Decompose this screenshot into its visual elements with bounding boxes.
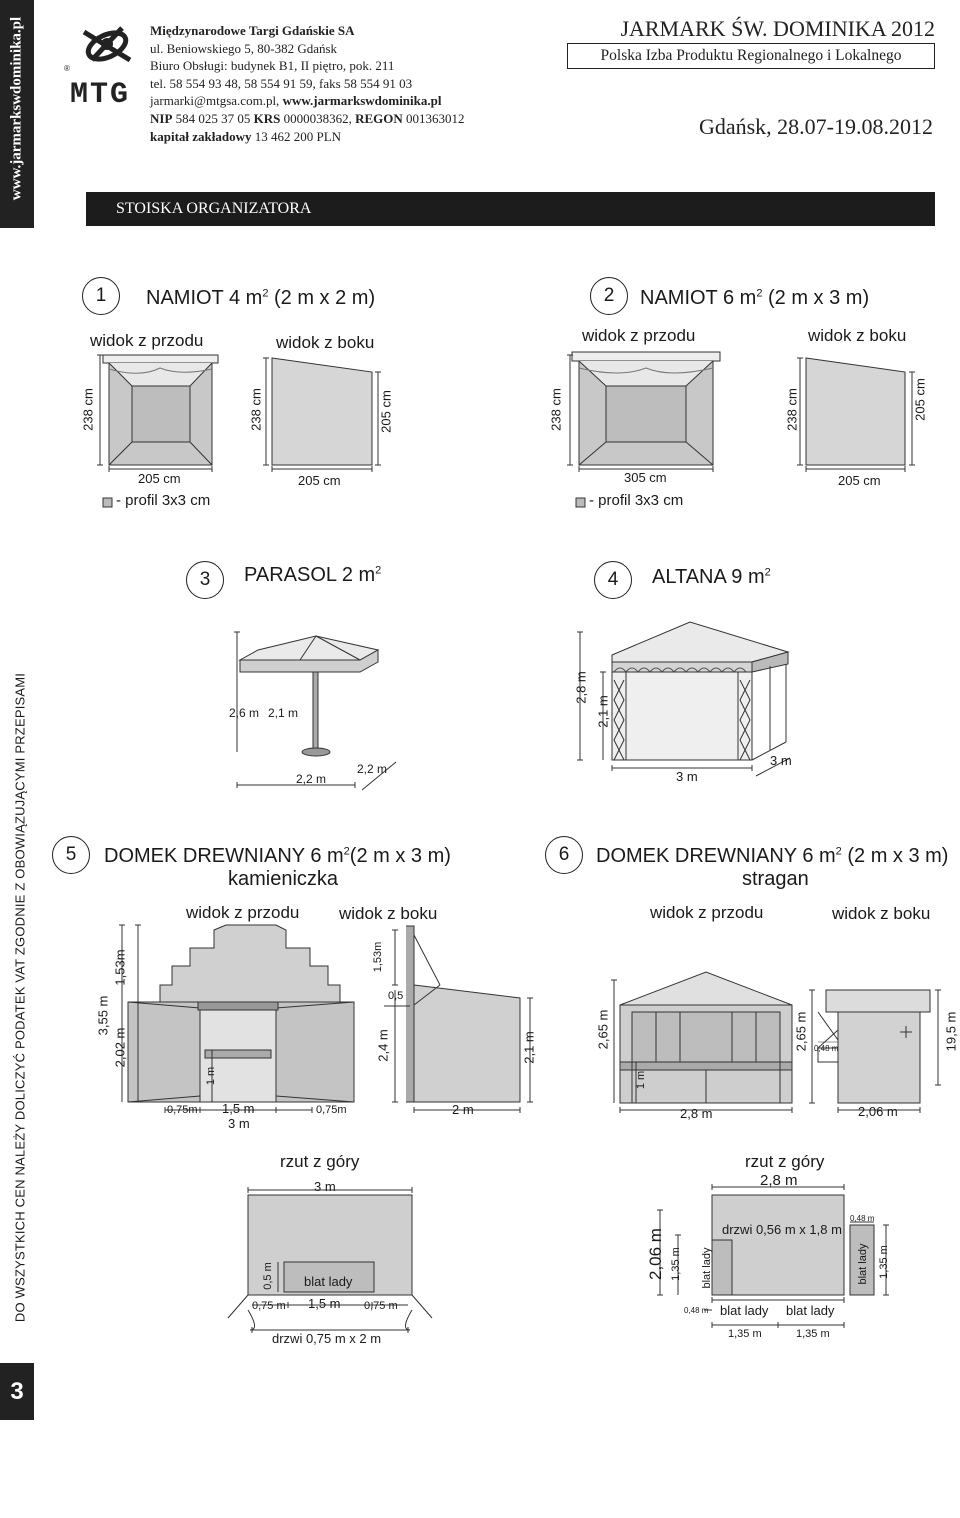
house5-width: 3 m xyxy=(228,1116,250,1131)
house6-bottom-left: 1,35 m xyxy=(728,1328,762,1340)
parasol-depth: 2,2 m xyxy=(357,762,388,776)
house5-front-drawing xyxy=(119,925,354,1113)
item-1-front-width: 205 cm xyxy=(138,471,181,486)
event-title: JARMARK ŚW. DOMINIKA 2012 xyxy=(620,16,935,41)
gazebo-width: 3 m xyxy=(676,769,698,784)
organizer-office: Biuro Obsługi: budynek B1, II piętro, pok. 211 xyxy=(150,58,395,74)
organizer-address: ul. Beniowskiego 5, 80-382 Gdańsk xyxy=(150,40,338,56)
item-6-title: DOMEK DREWNIANY 6 $m^2$ (2 m x 3 m) xyxy=(596,845,949,867)
house6-top-counter-right: blat lady xyxy=(857,1243,869,1285)
house5-side-awning: 0,5 xyxy=(388,990,404,1002)
sidebar-website: www.jarmarkswdominika.pl xyxy=(8,16,25,201)
house5-top-middle: 1,5 m xyxy=(308,1296,341,1311)
house5-side-back-height: 2,1 m xyxy=(521,1031,537,1064)
house5-top-height: 1,53m xyxy=(112,949,128,986)
organizer-phone: tel. 58 554 93 48, 58 554 91 59, faks 58 554 91 03 xyxy=(150,75,413,91)
house6-top-counter-bottom-right: blat lady xyxy=(786,1303,835,1318)
logo-text: MTG xyxy=(70,78,131,112)
item-6-subtitle: stragan xyxy=(742,868,809,890)
item-1-front-label: widok z przodu xyxy=(90,331,204,350)
item-2-side-height-back: 205 cm xyxy=(912,378,928,421)
item-2-side-height: 238 cm xyxy=(784,388,800,431)
item-1-side-height-back: 205 cm xyxy=(378,390,394,433)
item-2-legend: - profil 3x3 cm xyxy=(589,492,684,509)
house6-top-left-height: 1,35 m xyxy=(670,1247,682,1281)
regon-label: REGON xyxy=(355,110,403,126)
house5-wall-height: 2,02 m xyxy=(112,1027,128,1068)
organizer-email[interactable]: jarmarki@mtgsa.com.pl, xyxy=(150,93,283,109)
house5-side-front-height: 2,4 m xyxy=(375,1029,391,1062)
item-6-front-label: widok z przodu xyxy=(650,903,764,922)
house5-total-height: 3,55 m xyxy=(95,995,111,1036)
krs-label: KRS xyxy=(253,110,281,126)
item-4-title: ALTANA 9 $m^2$ xyxy=(652,566,771,588)
house5-top-counter: blat lady xyxy=(304,1274,353,1289)
item-3-number: 3 xyxy=(186,561,224,599)
item-2-front-label: widok z przodu xyxy=(582,326,696,345)
item-1-side-width: 205 cm xyxy=(298,473,341,488)
parasol-height-2: 2,1 m xyxy=(268,706,299,720)
tent2-side-drawing xyxy=(797,358,915,472)
house5-side-drawing xyxy=(384,926,533,1113)
house5-top-width: 3 m xyxy=(314,1179,336,1194)
item-2-side-width: 205 cm xyxy=(838,473,881,488)
house5-top-left: 0,75 m xyxy=(252,1300,286,1312)
house5-top-counter-depth: 0,5 m xyxy=(262,1262,274,1290)
item-3-title: PARASOL 2 $m^2$ xyxy=(244,564,382,586)
item-5-front-label: widok z przodu xyxy=(186,903,300,922)
gazebo-depth: 3 m xyxy=(770,753,792,768)
parasol-height-1: 2,6 m xyxy=(229,706,260,720)
capital-label: kapitał zakładowy xyxy=(150,128,252,144)
item-2-title: NAMIOT 6 $m^2$ (2 m x 3 m) xyxy=(640,287,870,309)
item-2-side-label: widok z boku xyxy=(808,326,907,345)
house5-middle: 1,5 m xyxy=(222,1101,255,1116)
parasol-width: 2,2 m xyxy=(296,772,327,786)
tent1-front-drawing xyxy=(97,355,218,472)
house6-top-counter-bottom-left: blat lady xyxy=(720,1303,769,1318)
house6-door: drzwi 0,56 m x 1,8 m xyxy=(722,1222,842,1237)
house6-top-counter-depth-2: 0,48 m xyxy=(684,1306,709,1315)
item-5-number: 5 xyxy=(52,836,90,874)
section-title: STOISKA ORGANIZATORA xyxy=(116,200,312,217)
house5-door-height: 1 m xyxy=(205,1066,217,1086)
item-1-legend: - profil 3x3 cm xyxy=(116,492,211,509)
house5-top-right: 0,75 m xyxy=(364,1300,398,1312)
item-6-number: 6 xyxy=(545,836,583,874)
item-1-front-height: 238 cm xyxy=(80,388,96,431)
house6-side-width: 2,06 m xyxy=(858,1104,898,1119)
regon-value: 001363012 xyxy=(402,110,465,126)
organizer-web[interactable]: www.jarmarkswdominika.pl xyxy=(282,93,442,109)
item-5-side-label: widok z boku xyxy=(339,904,438,923)
gazebo-height-2: 2,1 m xyxy=(595,695,611,728)
item-6-top-label: rzut z góry xyxy=(745,1152,825,1171)
item-4-number: 4 xyxy=(594,561,632,599)
event-date: Gdańsk, 28.07-19.08.2012 xyxy=(698,114,933,139)
organizer-name: Międzynarodowe Targi Gdańskie SA xyxy=(150,23,355,38)
item-5-subtitle: kamieniczka xyxy=(228,868,339,890)
house5-door: drzwi 0,75 m x 2 m xyxy=(272,1331,382,1346)
house6-bottom-right: 1,35 m xyxy=(796,1328,830,1340)
house5-side-width: 2 m xyxy=(452,1102,474,1117)
nip-label: NIP xyxy=(150,110,173,126)
item-2-number: 2 xyxy=(590,277,628,315)
page-number: 3 xyxy=(0,1363,34,1420)
event-subtitle: Polska Izba Produktu Regionalnego i Lokalnego xyxy=(567,43,935,69)
nip-value: 584 025 37 05 xyxy=(172,110,254,126)
house6-top-counter-depth: 0,48 m xyxy=(850,1214,875,1223)
house6-side-right: 19,5 m xyxy=(943,1011,959,1052)
item-6-side-label: widok z boku xyxy=(832,904,931,923)
house6-top-right-height: 1,35 m xyxy=(878,1245,890,1279)
house5-left: 0,75m xyxy=(167,1104,198,1116)
house6-top-counter-left: blat lady xyxy=(701,1247,713,1289)
item-1-title: NAMIOT 4 $m^2$ (2 m x 2 m) xyxy=(146,287,376,309)
registered-mark: ® xyxy=(64,64,70,73)
house6-side-height: 2,65 m xyxy=(793,1011,809,1052)
house6-front-width: 2,8 m xyxy=(680,1106,713,1121)
house5-side-top: 1,53m xyxy=(372,941,384,973)
tent1-side-drawing xyxy=(263,358,381,472)
house6-side-counter: 0,48 m xyxy=(814,1044,839,1053)
item-1-side-height: 238 cm xyxy=(248,388,264,431)
vat-notice: DO WSZYSTKICH CEN NALEŻY DOLICZYĆ PODATEK VAT ZGODNIE Z OBOWIĄZUJĄCYMI PRZEPISAMI xyxy=(12,672,28,1323)
item-5-title: DOMEK DREWNIANY 6 $m^2(2$ m x 3 m) xyxy=(104,845,451,867)
item-1-number: 1 xyxy=(82,277,120,315)
house6-front-height: 2,65 m xyxy=(595,1009,611,1050)
tent2-front-drawing xyxy=(567,352,720,472)
capital-value: 13 462 200 PLN xyxy=(251,128,342,144)
gazebo-height-1: 2,8 m xyxy=(573,671,589,704)
item-2-front-width: 305 cm xyxy=(624,470,667,485)
item-1-side-label: widok z boku xyxy=(276,333,375,352)
house6-top-depth: 2,06 m xyxy=(646,1228,665,1280)
house6-front-lower: 1 m xyxy=(635,1070,647,1090)
item-2-front-height: 238 cm xyxy=(548,388,564,431)
item-5-top-label: rzut z góry xyxy=(280,1152,360,1171)
house5-right: 0,75m xyxy=(316,1104,347,1116)
house6-top-width: 2,8 m xyxy=(760,1172,798,1189)
krs-value: 0000038362, xyxy=(280,110,356,126)
